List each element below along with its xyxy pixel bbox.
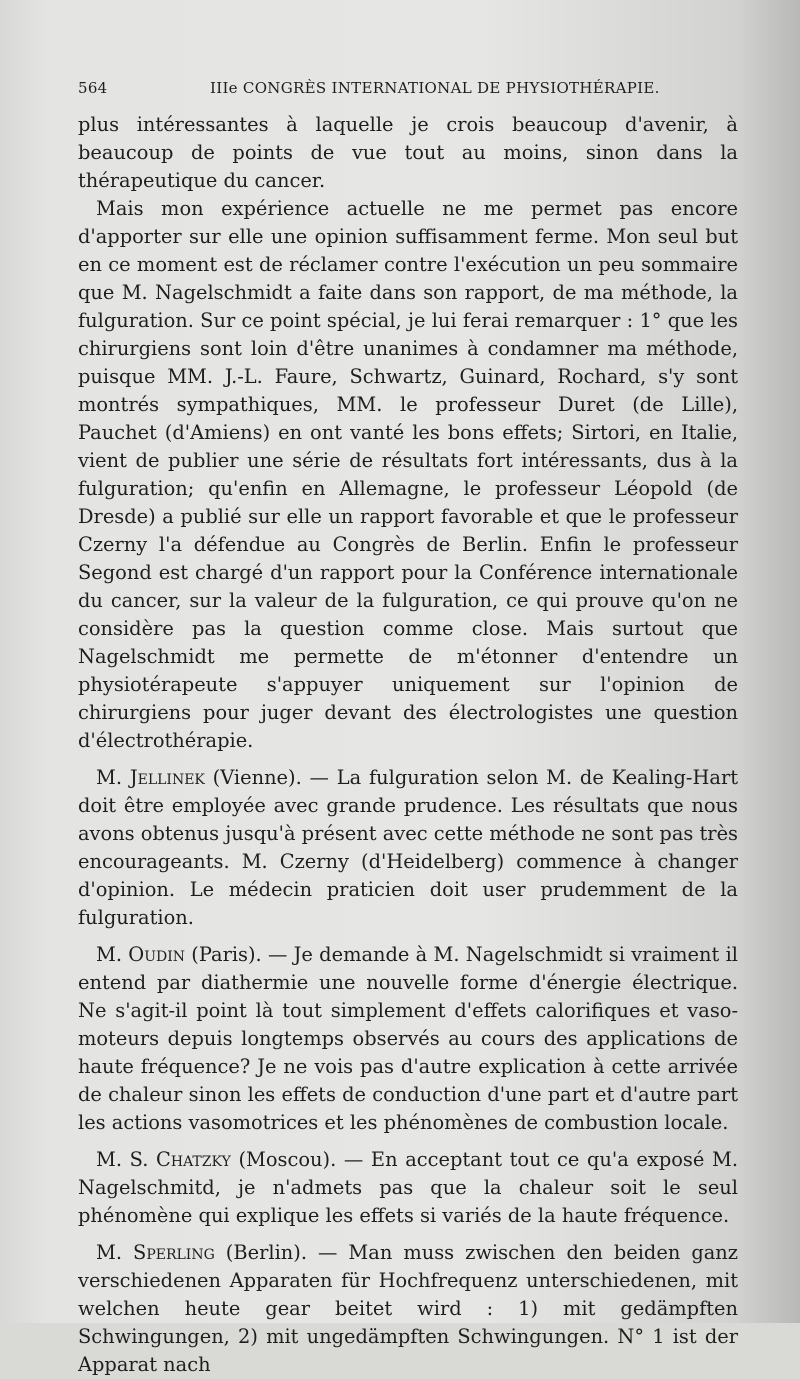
paragraph-text: (Vienne). — La fulguration selon M. de Kealing-Hart doit être employée avec grande prudence. Les résultats que nous avons obtenus jusqu'à présent avec cette méthode ne sont pas très encourageants. M. Czerny (d'Heidelberg) commence à changer d'opinion. Le médecin praticien doit user prudemment de la fulguration. xyxy=(78,766,739,929)
paragraph-text: (Berlin). — Man muss zwischen den beiden ganz verschiedenen Apparaten für Hochfrequenz unterschiedenen, mit welchen heute gear beitet wird : 1) mit gedämpften Schwingungen, 2) mit ungedämpften Schwingungen. N° 1 ist der Apparat nach xyxy=(78,1241,739,1376)
speaker-prefix: M. xyxy=(96,943,129,966)
paragraph-jellinek xyxy=(78,764,738,932)
page-number: 564 xyxy=(78,79,108,97)
speaker-prefix: M. S. xyxy=(96,1148,157,1171)
paragraph-text: Mais mon expérience actuelle ne me permet pas encore d'apporter sur elle une opinion suffisamment ferme. Mon seul but en ce moment est de réclamer contre l'exécution un peu sommaire que M. Nagelschmidt a faite dans son rapport, de ma méthode, la fulguration. Sur ce point spécial, je lui ferai remarquer : 1° que les chirurgiens sont loin d'être unanimes à condamner ma méthode, puisque MM. J.-L. Faure, Schwartz, Guinard, Rochard, s'y sont montrés sympathiques, MM. le professeur Duret (de Lille), Pauchet (d'Amiens) en ont vanté les bons effets; Sirtori, en Italie, vient de publier une série de résultats fort intéressants, dus à la fulguration; qu'enfin en Allemagne, le professeur Léopold (de Dresde) a publié sur elle un rapport favorable et que le professeur Czerny l'a défendue au Congrès de Berlin. Enfin le professeur Segond est chargé d'un rapport pour la Conférence internationale du cancer, sur la valeur de la fulguration, ce qui prouve qu'on ne considère pas la question comme close. Mais surtout que Nagelschmidt me permette de m'étonner d'entendre un physiotérapeute s'appuyer uniquement sur l'opinion de chirurgiens pour juger devant des électrologistes une question d'électrothérapie. xyxy=(78,197,738,752)
paragraph-sperling xyxy=(78,1239,738,1379)
paragraph-text: (Moscou). — En acceptant tout ce qu'a exposé M. Nagelschmitd, je n'admets pas que la chaleur soit le seul phénomène qui explique les effets si variés de la haute fréquence. xyxy=(78,1148,738,1227)
speaker-prefix: M. xyxy=(96,1241,134,1264)
speaker-name: Jellinek xyxy=(129,766,205,789)
paragraph-text: (Paris). — Je demande à M. Nagelschmidt si vraiment il entend par diathermie une nouvelle forme d'énergie électrique. Ne s'agit-il point là tout simplement d'effets calorifiques et vaso-moteurs depuis longtemps observés au cours des applications de haute fréquence? Je ne vois pas d'autre explication à cette arrivée de chaleur sinon les effets de conduction d'une part et d'autre part les actions vasomotrices et les phénomènes de combustion locale. xyxy=(78,943,738,1134)
paragraph-continuation xyxy=(78,111,738,195)
paragraph-text: plus intéressantes à laquelle je crois beaucoup d'avenir, à beaucoup de points de vue tout au moins, sinon dans la thérapeutique du cancer. xyxy=(78,113,738,192)
speaker-name: Oudin xyxy=(128,943,185,966)
page-body xyxy=(78,111,738,1379)
speaker-name: Chatzky xyxy=(156,1148,231,1171)
paragraph-oudin xyxy=(78,941,738,1137)
speaker-prefix: M. xyxy=(96,766,130,789)
running-title: IIIe CONGRÈS INTERNATIONAL DE PHYSIOTHÉRAPIE. xyxy=(210,79,660,97)
running-header xyxy=(78,79,738,97)
paragraph-chatzky xyxy=(78,1146,738,1230)
paragraph-reply xyxy=(78,195,738,755)
speaker-name: Sperling xyxy=(133,1241,215,1264)
